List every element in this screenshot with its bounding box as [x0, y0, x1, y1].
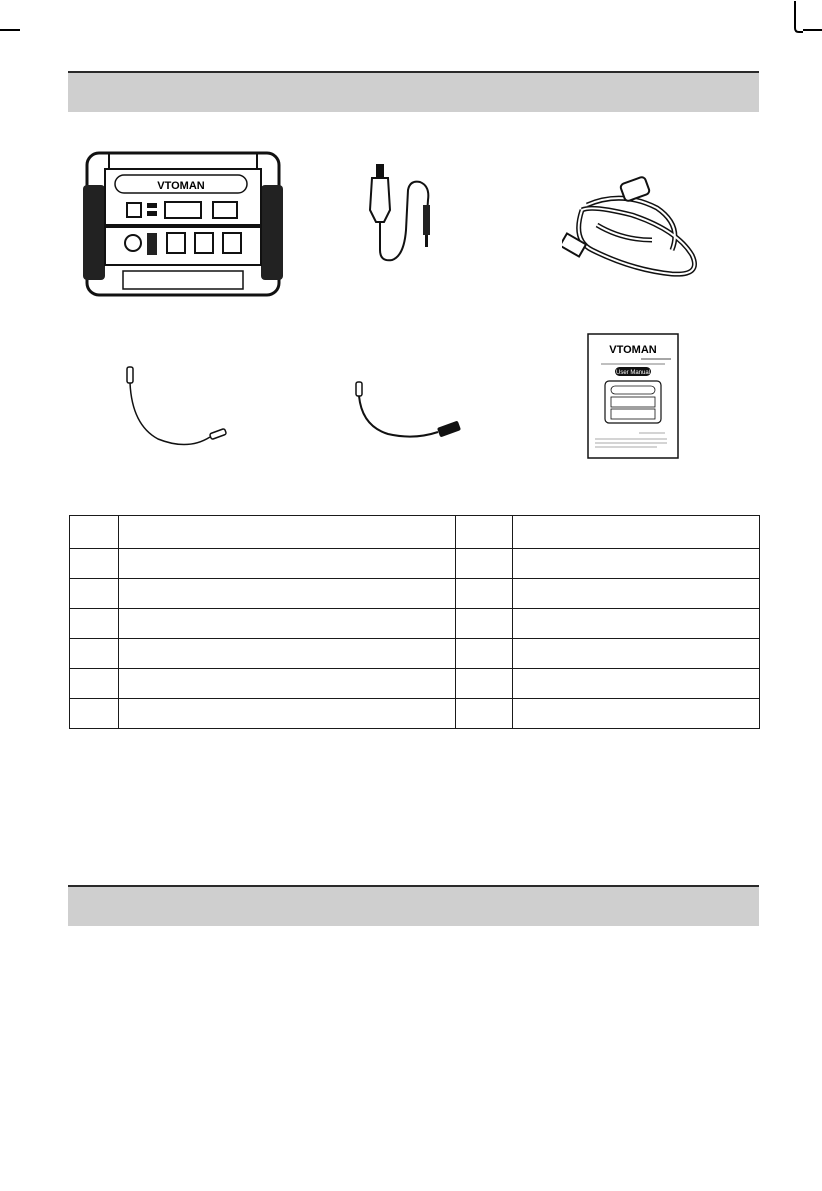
table-cell-no-b: [456, 609, 513, 639]
table-cell-item-b: [513, 579, 760, 609]
cut-mark: [0, 0, 822, 60]
car-charger-cable-icon: [368, 160, 448, 270]
section-header-next: [68, 885, 759, 926]
user-manual-figure: [587, 333, 679, 459]
table-cell-no-a: [70, 516, 119, 549]
table-cell-no-b: [456, 549, 513, 579]
usb-a-to-c-cable-figure: [348, 380, 468, 450]
table-cell-item-b: [513, 609, 760, 639]
section-header-package-contents: [68, 71, 759, 112]
table-cell-item-a: [119, 699, 456, 729]
table-row: [70, 549, 760, 579]
table-cell-no-a: [70, 699, 119, 729]
table-cell-item-a: [119, 669, 456, 699]
table-cell-item-a: [119, 579, 456, 609]
car-charger-cable-figure: [368, 160, 448, 270]
power-station-icon: [83, 145, 283, 300]
package-contents-table: [69, 515, 760, 729]
table-cell-no-b: [456, 669, 513, 699]
usb-c-cable-figure: [118, 365, 238, 455]
table-cell-item-a: [119, 516, 456, 549]
table-cell-no-a: [70, 639, 119, 669]
power-station-figure: [83, 145, 283, 300]
table-cell-no-b: [456, 516, 513, 549]
table-cell-no-b: [456, 639, 513, 669]
table-cell-no-b: [456, 699, 513, 729]
table-cell-no-b: [456, 579, 513, 609]
ac-power-cord-figure: [562, 170, 712, 290]
table-cell-item-a: [119, 609, 456, 639]
manual-cover-title: User Manual: [615, 370, 651, 376]
table-cell-item-a: [119, 549, 456, 579]
table-cell-no-a: [70, 579, 119, 609]
manual-cover-brand: VTOMAN: [609, 344, 657, 356]
table-cell-no-a: [70, 549, 119, 579]
table-cell-item-b: [513, 639, 760, 669]
table-row: [70, 699, 760, 729]
table-cell-item-b: [513, 549, 760, 579]
table-cell-no-a: [70, 609, 119, 639]
usb-c-cable-icon: [118, 365, 238, 455]
table-row: [70, 669, 760, 699]
table-row: [70, 639, 760, 669]
table-cell-item-b: [513, 516, 760, 549]
table-cell-item-b: [513, 699, 760, 729]
table-row: [70, 516, 760, 549]
table-row: [70, 579, 760, 609]
table-cell-no-a: [70, 669, 119, 699]
ac-power-cord-icon: [562, 170, 712, 290]
device-logo: VTOMAN: [157, 180, 205, 192]
user-manual-icon: [587, 333, 679, 459]
table-cell-item-b: [513, 669, 760, 699]
table-row: [70, 609, 760, 639]
usb-a-to-c-cable-icon: [348, 380, 468, 450]
table-cell-item-a: [119, 639, 456, 669]
